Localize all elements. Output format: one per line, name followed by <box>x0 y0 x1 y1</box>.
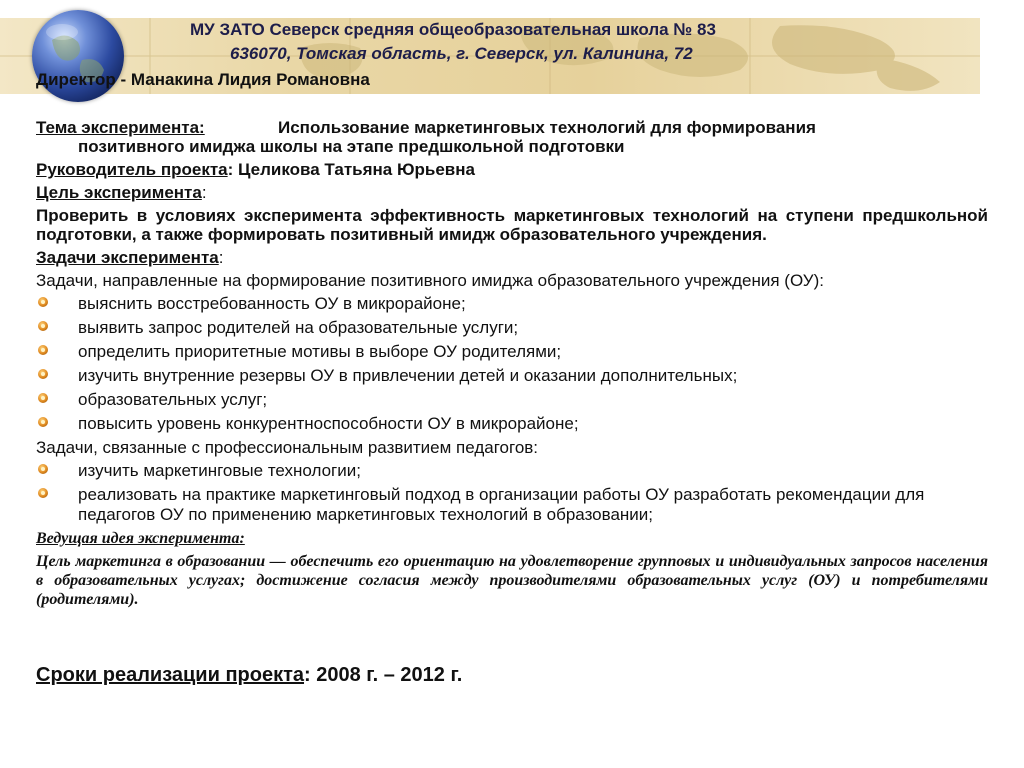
bullet-icon <box>38 393 48 403</box>
list-item: изучить маркетинговые технологии; <box>36 461 988 481</box>
bullet-icon <box>38 369 48 379</box>
list-item: образовательных услуг; <box>36 390 988 410</box>
tasks-group2-title: Задачи, связанные с профессиональным развитием педагогов: <box>36 438 539 457</box>
idea-label: Ведущая идея эксперимента: <box>36 530 245 547</box>
theme-value-line1: Использование маркетинговых технологий для формирования <box>278 118 816 137</box>
list-item: реализовать на практике маркетинговый подход в организации работы ОУ разработать рекомендации для педагогов ОУ по применению маркетинговых технологий в образовании; <box>36 485 988 525</box>
leader-block <box>36 160 988 179</box>
bullet-icon <box>38 297 48 307</box>
list-item: выяснить восстребованность ОУ в микрорайоне; <box>36 294 988 314</box>
tasks-group1-title: Задачи, направленные на формирование позитивного имиджа образовательного учреждения (ОУ): <box>36 271 824 290</box>
goal-heading <box>36 183 988 202</box>
theme-value-line2: позитивного имиджа школы на этапе предшкольной подготовки <box>78 137 625 156</box>
tasks-colon: : <box>218 248 224 267</box>
tasks-label: Задачи эксперимента <box>36 248 219 267</box>
bullet-icon <box>38 417 48 427</box>
leader-value: : Целикова Татьяна Юрьевна <box>227 160 475 179</box>
deadline-label: Сроки реализации проекта <box>36 664 305 686</box>
theme-block <box>36 118 988 137</box>
goal-text: Проверить в условиях эксперимента эффективность маркетинговых технологий на ступени предшкольной подготовки, а также формировать позитивный имидж образовательного учреждения. <box>36 206 988 244</box>
list-item: определить приоритетные мотивы в выборе ОУ родителями; <box>36 342 988 362</box>
bullet-icon <box>38 321 48 331</box>
goal-colon: : <box>201 183 207 202</box>
list-item: изучить внутренние резервы ОУ в привлечении детей и оказании дополнительных; <box>36 366 988 386</box>
goal-label: Цель эксперимента <box>36 183 202 202</box>
bullet-icon <box>38 464 48 474</box>
theme-label: Тема эксперимента: <box>36 118 205 137</box>
list-item: повысить уровень конкурентноспособности ОУ в микрорайоне; <box>36 414 988 434</box>
deadline-block <box>36 664 462 687</box>
school-name: МУ ЗАТО Северск средняя общеобразовательная школа № 83 <box>190 20 716 39</box>
main-content <box>36 118 988 613</box>
school-address: 636070, Томская область, г. Северск, ул. Калинина, 72 <box>230 44 693 63</box>
bullet-icon <box>38 488 48 498</box>
list-item: выявить запрос родителей на образовательные услуги; <box>36 318 988 338</box>
director-name: Директор - Манакина Лидия Романовна <box>36 70 370 89</box>
tasks-heading <box>36 248 988 267</box>
bullet-icon <box>38 345 48 355</box>
leader-label: Руководитель проекта <box>36 160 228 179</box>
deadline-value: : 2008 г. – 2012 г. <box>304 664 463 686</box>
idea-text: Цель маркетинга в образовании — обеспечить его ориентацию на удовлетворение групповых и индивидуальных запросов населения в образовательных услугах; достижение согласия между производителями образовательных услуг (ОУ) и потребителями (родителями). <box>36 553 988 608</box>
